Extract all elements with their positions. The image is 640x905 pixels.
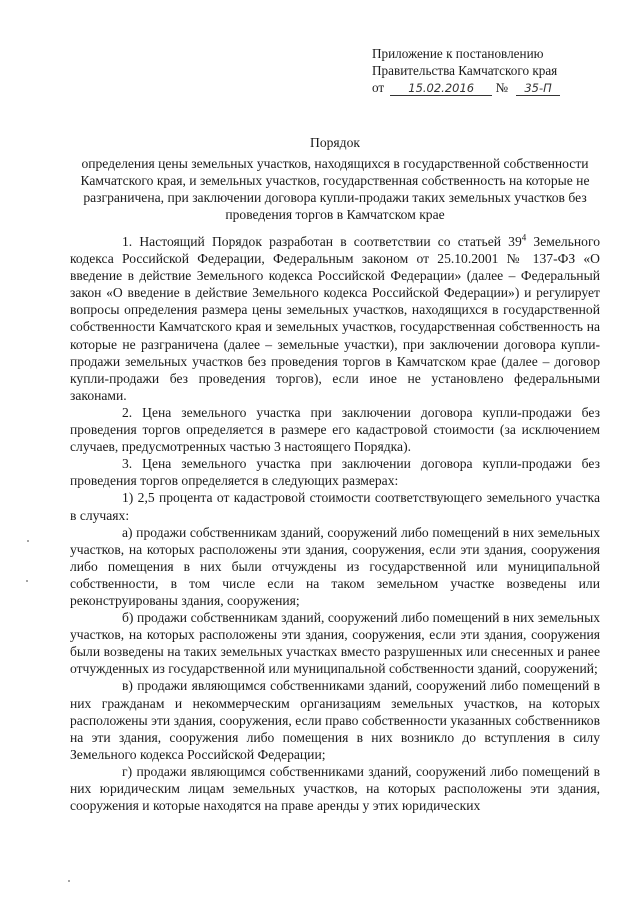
document-body (70, 233, 600, 814)
article-superscript: 4 (521, 232, 527, 243)
number-prefix: № (495, 80, 509, 95)
paragraph-1 (70, 233, 600, 404)
scan-speck (27, 540, 29, 542)
paragraph-3-1-a: а) продажи собственникам зданий, сооружений либо помещений в них земельных участков, на которых расположены эти здания, сооружения, если эти здания, сооружения либо помещения в них были отчуждены из государственной или муниципальной собственности, в том числе если на таком земельном участке возведены или реконструированы здания, сооружения; (70, 524, 600, 608)
appendix-header (372, 45, 560, 96)
paragraph-3-1-v: в) продажи являющимся собственниками зданий, сооружений либо помещений в них гражданам и некоммерческим организациям земельных участков, на которых расположены эти здания, сооружения, если право собственности указанных собственников на эти здания, сооружения либо помещения в них возникло до вступления в силу Земельного кодекса Российской Федерации; (70, 678, 600, 762)
date-prefix: от (372, 80, 385, 95)
scan-speck (68, 880, 70, 882)
paragraph-1-text-b: Земельного кодекса Российской Федерации, Федеральным законом от 25.10.2001 № 137-ФЗ «О введение в действие Земельного кодекса Российской Федерации» (далее – Федеральный закон «О введение в действие Земельного кодекса Российской Федерации») и регулирует вопросы определения размера цены земельных участков, находящихся в государственной собственности Камчатского края и земельных участков, государственная собственность на которые не разграничена (далее – земельные участки), при заключении договора купли-продажи земельных участков без проведения торгов в Камчатском крае (далее – договор купли-продажи без проведения торгов), если иное не установлено федеральными законами. (70, 234, 600, 403)
scan-speck (26, 580, 28, 582)
handwritten-number: 35-П (516, 82, 560, 96)
document-title (70, 134, 600, 223)
appendix-line-2: Правительства Камчатского края (372, 63, 558, 78)
paragraph-3-1-g: г) продажи являющимся собственниками зданий, сооружений либо помещений в них юридическим лицам земельных участков, на которых расположены эти здания, сооружения и которые находятся на праве аренды у этих юридических (70, 763, 600, 814)
title-subtitle: определения цены земельных участков, находящихся в государственной собственности Камчатского края, и земельных участков, государственная собственность на которые не разграничена, при заключении договора купли-продажи таких земельных участков без проведения торгов в Камчатском крае (80, 156, 590, 222)
appendix-line-1: Приложение к постановлению (372, 46, 544, 61)
handwritten-date: 15.02.2016 (390, 82, 492, 96)
paragraph-3-1-b: б) продажи собственникам зданий, сооружений либо помещений в них земельных участков, на которых расположены эти здания, сооружения, если эти здания, сооружения были возведены на таких земельных участках вместо разрушенных или снесенных и ранее отчужденных из государственной или муниципальной собственности зданий, сооружений; (70, 610, 600, 677)
paragraph-1-text-a: 1. Настоящий Порядок разработан в соответствии со статьей 39 (122, 234, 522, 249)
paragraph-2: 2. Цена земельного участка при заключении договора купли-продажи без проведения торгов определяется в размере его кадастровой стоимости (за исключением случаев, предусмотренных частью 3 настоящего Порядка). (70, 404, 600, 455)
paragraph-3-1: 1) 2,5 процента от кадастровой стоимости соответствующего земельного участка в случаях: (70, 490, 600, 523)
paragraph-3: 3. Цена земельного участка при заключении договора купли-продажи без проведения торгов определяется в следующих размерах: (70, 456, 600, 489)
appendix-line-3 (372, 79, 560, 96)
title-heading: Порядок (310, 135, 360, 150)
